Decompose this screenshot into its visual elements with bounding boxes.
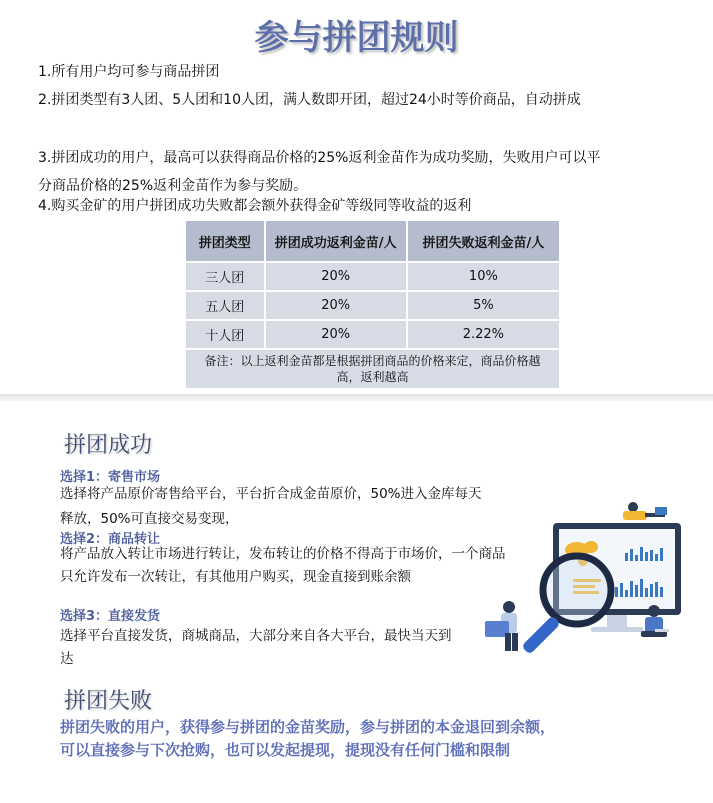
rule-1: 1.所有用户均可参与商品拼团: [38, 64, 220, 80]
analytics-illustration: [465, 495, 705, 665]
option-2-title: 选择2：商品转让: [60, 532, 161, 547]
cell-fail: 10%: [407, 262, 560, 291]
person-icon: [485, 601, 518, 651]
table-row: [185, 320, 560, 349]
cell-type: 三人团: [185, 262, 265, 291]
fail-desc: 拼团失败的用户，获得参与拼团的金苗奖励，参与拼团的本金退回到余额，可以直接参与下次抢购，也可以发起提现，提现没有任何门槛和限制: [60, 718, 556, 759]
cell-type: 五人团: [185, 291, 265, 320]
person-icon: [623, 502, 667, 520]
header-success: 拼团成功返利金苗/人: [265, 220, 407, 262]
rule-4: 4.购买金矿的用户拼团成功失败都会额外获得金矿等级同等收益的返利: [38, 198, 472, 214]
section-divider: [0, 394, 713, 401]
header-type: 拼团类型: [185, 220, 265, 262]
magnifier-icon: [521, 556, 611, 655]
table-row: [185, 262, 560, 291]
success-section-title: 拼团成功: [64, 433, 153, 458]
cell-success: 20%: [265, 320, 407, 349]
page-title: 参与拼团规则: [254, 18, 459, 58]
table-note-row: [185, 349, 560, 389]
option-1-desc: 选择将产品原价寄售给平台，平台折合成金苗原价，50%进入金库每天释放，50%可直接交易变现，: [60, 486, 482, 527]
table-header-row: [185, 220, 560, 262]
option-3-desc: 选择平台直接发货，商城商品，大部分来自各大平台，最快当天到达: [60, 628, 452, 667]
header-fail: 拼团失败返利金苗/人: [407, 220, 560, 262]
rule-3: 3.拼团成功的用户，最高可以获得商品价格的25%返利金苗作为成功奖励，失败用户可以平分商品价格的25%返利金苗作为参与奖励。: [38, 150, 601, 194]
rule-2: 2.拼团类型有3人团、5人团和10人团，满人数即开团，超过24小时等价商品，自动拼成: [38, 92, 581, 108]
option-3-title: 选择3：直接发货: [60, 609, 161, 624]
option-1-title: 选择1：寄售市场: [60, 470, 161, 485]
table-note: 备注：以上返利金苗都是根据拼团商品的价格来定，商品价格越高，返利越高: [185, 349, 560, 389]
cell-success: 20%: [265, 262, 407, 291]
table-row: [185, 291, 560, 320]
cell-success: 20%: [265, 291, 407, 320]
option-2-desc: 将产品放入转让市场进行转让，发布转让的价格不得高于市场价，一个商品只允许发布一次转让，有其他用户购买，现金直接到账余额: [60, 546, 506, 585]
fail-section-title: 拼团失败: [64, 689, 153, 714]
cell-type: 十人团: [185, 320, 265, 349]
cell-fail: 5%: [407, 291, 560, 320]
rebate-table: [184, 219, 561, 390]
cell-fail: 2.22%: [407, 320, 560, 349]
